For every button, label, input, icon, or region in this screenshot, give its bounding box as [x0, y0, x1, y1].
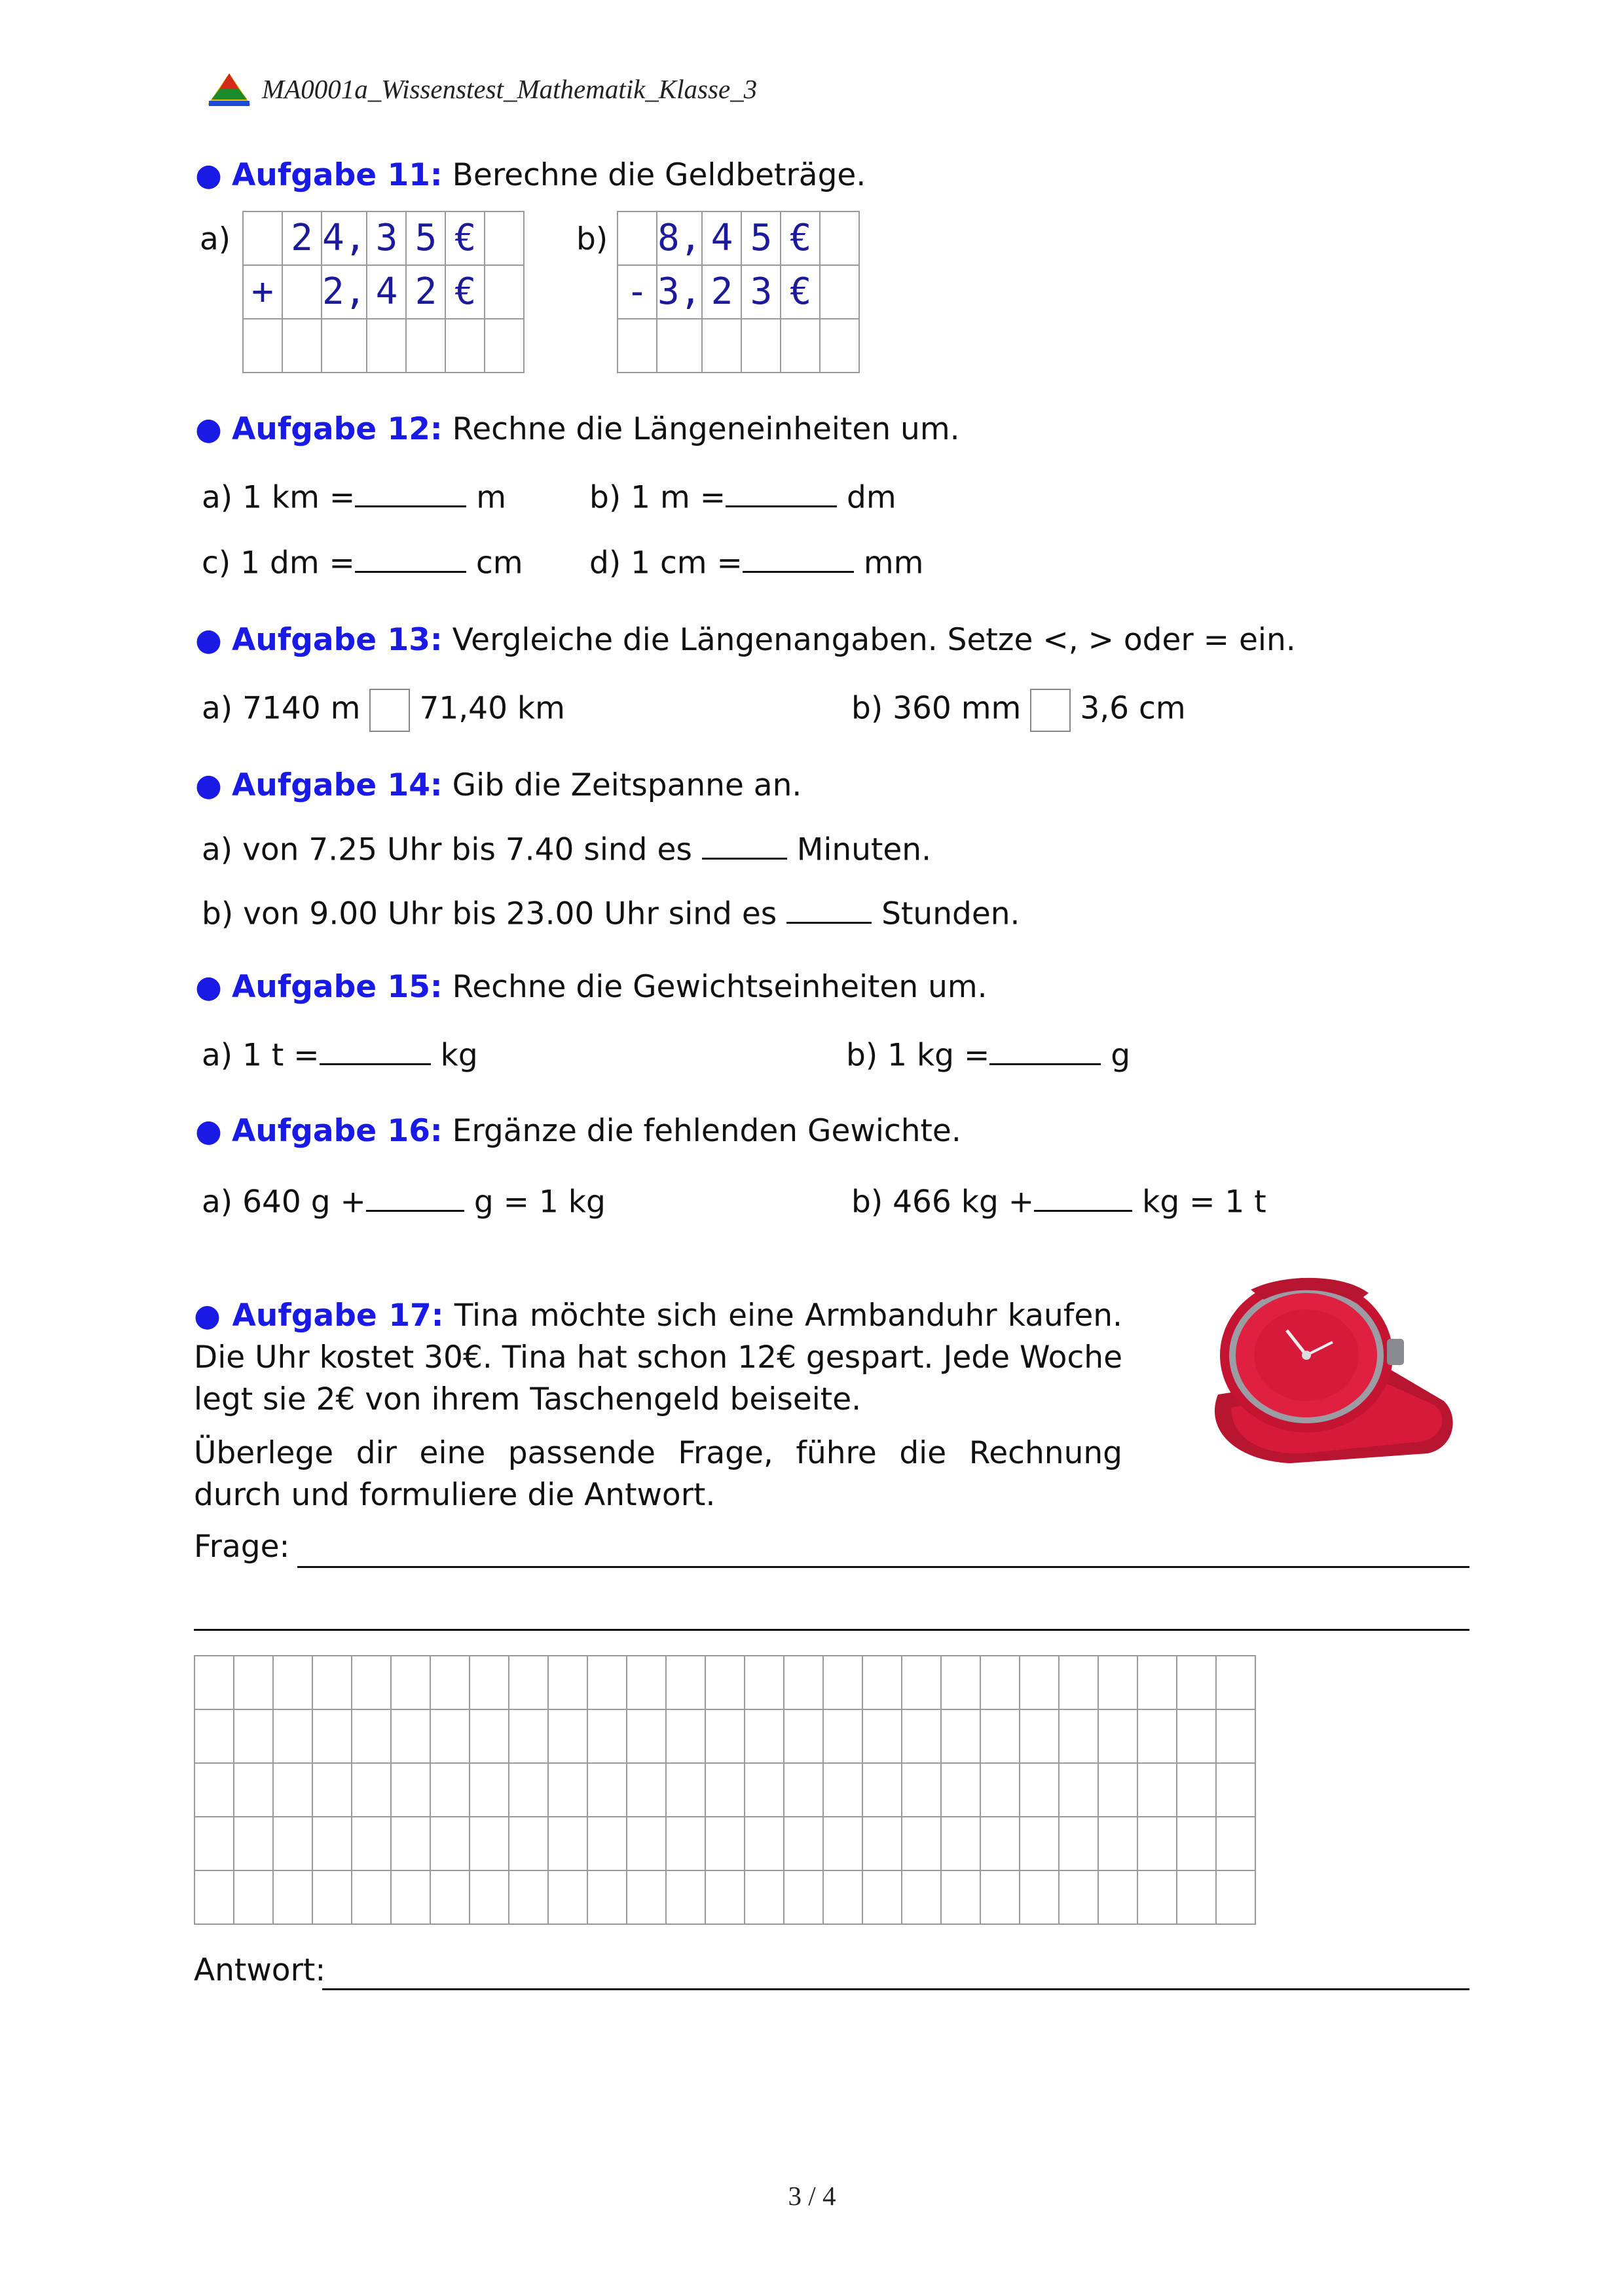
- calc-grid-cell[interactable]: [1020, 1656, 1059, 1709]
- calc-grid-cell[interactable]: [1020, 1709, 1059, 1763]
- grid-cell[interactable]: [485, 265, 524, 319]
- task-number: Aufgabe 17:: [232, 1298, 444, 1334]
- calc-grid-cell[interactable]: [1098, 1817, 1137, 1870]
- task-16-heading: [195, 1113, 961, 1149]
- grid-cell: 4,: [322, 211, 367, 265]
- grid-cell[interactable]: [445, 319, 485, 373]
- calc-grid-cell[interactable]: [862, 1763, 902, 1817]
- task-11-heading: [195, 157, 866, 193]
- calc-grid-cell[interactable]: [352, 1763, 391, 1817]
- calc-grid-cell[interactable]: [430, 1709, 470, 1763]
- calc-grid-cell[interactable]: [666, 1817, 705, 1870]
- grid-cell[interactable]: [702, 319, 741, 373]
- grid-cell[interactable]: [406, 319, 445, 373]
- publisher-logo-icon: [206, 72, 252, 109]
- calc-grid-cell[interactable]: [1059, 1870, 1098, 1924]
- calc-grid-cell[interactable]: [1020, 1763, 1059, 1817]
- grid-cell: €: [445, 265, 485, 319]
- calculation-grid[interactable]: [194, 1655, 1256, 1925]
- calc-grid-cell[interactable]: [705, 1817, 745, 1870]
- bullet-icon: ●: [195, 767, 223, 803]
- calc-grid-cell[interactable]: [587, 1817, 627, 1870]
- calc-grid-cell[interactable]: [1216, 1817, 1255, 1870]
- calc-grid-cell[interactable]: [470, 1656, 509, 1709]
- calc-grid-cell[interactable]: [745, 1817, 784, 1870]
- calc-grid-cell[interactable]: [273, 1709, 312, 1763]
- calc-grid-cell[interactable]: [1137, 1763, 1177, 1817]
- calc-grid-cell[interactable]: [470, 1763, 509, 1817]
- calc-grid-cell[interactable]: [745, 1709, 784, 1763]
- calc-grid-cell[interactable]: [1137, 1817, 1177, 1870]
- calc-grid-cell[interactable]: [1098, 1709, 1137, 1763]
- calc-grid-cell[interactable]: [1098, 1763, 1137, 1817]
- grid-cell: 8,: [657, 211, 702, 265]
- calc-grid-cell[interactable]: [352, 1870, 391, 1924]
- task-15-b: b) 1 kg = g: [846, 1036, 1130, 1073]
- calc-grid-cell[interactable]: [548, 1763, 587, 1817]
- task-11-b-label: b): [576, 221, 608, 257]
- calc-grid-cell[interactable]: [312, 1656, 352, 1709]
- calc-grid-cell[interactable]: [194, 1709, 234, 1763]
- calc-grid-cell[interactable]: [234, 1870, 273, 1924]
- calc-grid-cell[interactable]: [548, 1870, 587, 1924]
- calc-grid-row: [194, 1870, 1255, 1924]
- calc-grid-cell[interactable]: [823, 1870, 862, 1924]
- compare-box[interactable]: [369, 689, 410, 732]
- calc-grid-cell[interactable]: [941, 1870, 980, 1924]
- calc-grid-cell[interactable]: [1137, 1656, 1177, 1709]
- calc-grid-cell[interactable]: [273, 1870, 312, 1924]
- grid-row: [243, 265, 524, 319]
- calc-grid-cell[interactable]: [548, 1817, 587, 1870]
- task-text: Ergänze die fehlenden Gewichte.: [452, 1113, 961, 1149]
- task-12-d: d) 1 cm = mm: [589, 543, 923, 581]
- task-number: Aufgabe 14:: [231, 767, 443, 803]
- task-13-b: b) 360 mm 3,6 cm: [851, 689, 1186, 732]
- calc-grid-cell[interactable]: [470, 1870, 509, 1924]
- task-16-b: b) 466 kg + kg = 1 t: [851, 1182, 1266, 1220]
- calc-grid-cell[interactable]: [1059, 1709, 1098, 1763]
- calc-grid-cell[interactable]: [941, 1763, 980, 1817]
- money-grid-b: [617, 211, 860, 373]
- grid-cell[interactable]: [282, 265, 322, 319]
- calc-grid-cell[interactable]: [509, 1870, 548, 1924]
- task-15-heading: [195, 969, 987, 1005]
- calc-grid-cell[interactable]: [902, 1870, 941, 1924]
- task-number: Aufgabe 15:: [231, 969, 443, 1005]
- task-12-b: b) 1 m = dm: [589, 478, 896, 515]
- calc-grid-cell[interactable]: [784, 1709, 823, 1763]
- grid-row: [618, 211, 859, 265]
- grid-cell: 3,: [657, 265, 702, 319]
- calc-grid-cell[interactable]: [430, 1656, 470, 1709]
- wristwatch-image: [1192, 1277, 1467, 1467]
- calc-grid-cell[interactable]: [862, 1870, 902, 1924]
- calc-grid-cell[interactable]: [391, 1656, 430, 1709]
- calc-grid-cell[interactable]: [1098, 1656, 1137, 1709]
- task-14-heading: [195, 767, 802, 803]
- grid-cell[interactable]: [282, 319, 322, 373]
- calc-grid-cell[interactable]: [784, 1656, 823, 1709]
- calc-grid-cell[interactable]: [1020, 1870, 1059, 1924]
- calc-grid-cell[interactable]: [666, 1870, 705, 1924]
- task-17-instruction: Überlege dir eine passende Frage, führe die Rechnung durch und formuliere die Antwort.: [194, 1435, 1122, 1513]
- calc-grid-row: [194, 1763, 1255, 1817]
- task-number: Aufgabe 16:: [231, 1113, 443, 1149]
- calc-grid-cell[interactable]: [1177, 1817, 1216, 1870]
- task-17-text: ● Aufgabe 17: Tina möchte sich eine Armbanduhr kaufen. Die Uhr kostet 30€. Tina hat schon 12€ gespart. Jede Woche legt sie 2€ von ihrem Taschengeld beiseite.: [194, 1298, 1122, 1417]
- grid-cell[interactable]: [618, 319, 657, 373]
- calc-grid-cell[interactable]: [627, 1870, 666, 1924]
- calc-grid-cell[interactable]: [509, 1709, 548, 1763]
- calc-grid-cell[interactable]: [941, 1709, 980, 1763]
- grid-cell: 2,: [322, 265, 367, 319]
- grid-cell: 3: [367, 211, 406, 265]
- task-number: Aufgabe 12:: [231, 411, 443, 447]
- grid-cell[interactable]: [243, 319, 282, 373]
- calc-grid-cell[interactable]: [627, 1656, 666, 1709]
- grid-cell[interactable]: [657, 319, 702, 373]
- calc-grid-cell[interactable]: [234, 1763, 273, 1817]
- grid-cell[interactable]: [243, 211, 282, 265]
- calc-grid-cell[interactable]: [1216, 1870, 1255, 1924]
- task-16-a: a) 640 g + g = 1 kg: [202, 1182, 606, 1220]
- calc-grid-cell[interactable]: [352, 1709, 391, 1763]
- calc-grid-cell[interactable]: [194, 1870, 234, 1924]
- grid-cell: 4: [367, 265, 406, 319]
- calc-grid-cell[interactable]: [980, 1709, 1020, 1763]
- answer-blank[interactable]: [786, 894, 872, 924]
- calc-grid-cell[interactable]: [902, 1656, 941, 1709]
- calc-grid-cell[interactable]: [509, 1656, 548, 1709]
- grid-cell: 4: [702, 211, 741, 265]
- task-11-a-label: a): [200, 221, 231, 257]
- calc-grid-cell[interactable]: [509, 1817, 548, 1870]
- task-text: Vergleiche die Längenangaben. Setze <, > oder = ein.: [452, 622, 1296, 658]
- calc-grid-row: [194, 1709, 1255, 1763]
- calc-grid-cell[interactable]: [1177, 1870, 1216, 1924]
- calc-grid-cell[interactable]: [862, 1656, 902, 1709]
- calc-grid-cell[interactable]: [194, 1817, 234, 1870]
- bullet-icon: ●: [194, 1298, 222, 1334]
- calc-grid-cell[interactable]: [1137, 1870, 1177, 1924]
- calc-grid-cell[interactable]: [430, 1817, 470, 1870]
- grid-cell[interactable]: [741, 319, 781, 373]
- task-12-a: a) 1 km = m: [202, 478, 506, 515]
- answer-blank[interactable]: [355, 478, 466, 507]
- calc-grid-cell[interactable]: [234, 1709, 273, 1763]
- calc-grid-cell[interactable]: [548, 1709, 587, 1763]
- money-grid-a: [242, 211, 525, 373]
- grid-row: [618, 265, 859, 319]
- calc-grid-cell[interactable]: [1137, 1709, 1177, 1763]
- answer-blank[interactable]: [355, 543, 466, 573]
- calc-grid-cell[interactable]: [823, 1763, 862, 1817]
- calc-grid-cell[interactable]: [705, 1709, 745, 1763]
- calc-grid-cell[interactable]: [705, 1656, 745, 1709]
- calc-grid-cell[interactable]: [823, 1709, 862, 1763]
- calc-grid-cell[interactable]: [273, 1656, 312, 1709]
- grid-cell: €: [781, 265, 820, 319]
- calc-grid-cell[interactable]: [902, 1817, 941, 1870]
- calc-grid-cell[interactable]: [548, 1656, 587, 1709]
- answer-blank[interactable]: [320, 1036, 431, 1065]
- calc-grid-cell[interactable]: [823, 1656, 862, 1709]
- task-13-a: a) 7140 m 71,40 km: [202, 689, 565, 732]
- calc-grid-cell[interactable]: [194, 1656, 234, 1709]
- task-text: Gib die Zeitspanne an.: [452, 767, 802, 803]
- answer-blank[interactable]: [366, 1182, 464, 1212]
- grid-cell: 3: [741, 265, 781, 319]
- grid-row: [618, 319, 859, 373]
- task-text: Rechne die Längeneinheiten um.: [452, 411, 960, 447]
- calc-grid-cell[interactable]: [312, 1817, 352, 1870]
- calc-grid-cell[interactable]: [1216, 1656, 1255, 1709]
- calc-grid-cell[interactable]: [745, 1763, 784, 1817]
- answer-line[interactable]: [322, 1988, 1469, 1990]
- grid-cell: -: [618, 265, 657, 319]
- calc-grid-cell[interactable]: [705, 1763, 745, 1817]
- grid-cell[interactable]: [820, 211, 859, 265]
- bullet-icon: ●: [195, 411, 223, 447]
- grid-cell: €: [781, 211, 820, 265]
- task-number: Aufgabe 13:: [231, 622, 443, 658]
- answer-blank[interactable]: [989, 1036, 1101, 1065]
- calc-grid-cell[interactable]: [194, 1763, 234, 1817]
- calc-grid-cell[interactable]: [312, 1870, 352, 1924]
- grid-cell[interactable]: [322, 319, 367, 373]
- calc-grid-cell[interactable]: [980, 1817, 1020, 1870]
- calc-grid-cell[interactable]: [352, 1817, 391, 1870]
- grid-cell[interactable]: [485, 319, 524, 373]
- task-15-a: a) 1 t = kg: [202, 1036, 478, 1073]
- grid-cell[interactable]: [781, 319, 820, 373]
- calc-grid-cell[interactable]: [1177, 1709, 1216, 1763]
- calc-grid-cell[interactable]: [391, 1870, 430, 1924]
- calc-grid-cell[interactable]: [470, 1817, 509, 1870]
- task-12-c: c) 1 dm = cm: [202, 543, 523, 581]
- calc-grid-cell[interactable]: [430, 1763, 470, 1817]
- calc-grid-cell[interactable]: [862, 1709, 902, 1763]
- calc-grid-cell[interactable]: [234, 1656, 273, 1709]
- calc-grid-cell[interactable]: [1059, 1763, 1098, 1817]
- calc-grid-cell[interactable]: [470, 1709, 509, 1763]
- calc-grid-cell[interactable]: [587, 1709, 627, 1763]
- grid-cell: €: [445, 211, 485, 265]
- calc-grid-cell[interactable]: [902, 1709, 941, 1763]
- task-13-heading: [195, 622, 1296, 658]
- task-14-b: b) von 9.00 Uhr bis 23.00 Uhr sind es Stunden.: [202, 894, 1020, 932]
- bullet-icon: ●: [195, 622, 223, 658]
- calc-grid-cell[interactable]: [391, 1709, 430, 1763]
- grid-cell[interactable]: [820, 319, 859, 373]
- bullet-icon: ●: [195, 969, 223, 1005]
- grid-cell: 5: [406, 211, 445, 265]
- bullet-icon: ●: [195, 157, 223, 193]
- calc-grid-cell[interactable]: [627, 1709, 666, 1763]
- calc-grid-cell[interactable]: [823, 1817, 862, 1870]
- calc-grid-cell[interactable]: [1059, 1817, 1098, 1870]
- calc-grid-cell[interactable]: [1216, 1709, 1255, 1763]
- grid-cell: 2: [406, 265, 445, 319]
- calc-grid-cell[interactable]: [391, 1817, 430, 1870]
- calc-grid-cell[interactable]: [705, 1870, 745, 1924]
- task-number: Aufgabe 11:: [231, 157, 443, 193]
- calc-grid-cell[interactable]: [627, 1817, 666, 1870]
- calc-grid-cell[interactable]: [784, 1870, 823, 1924]
- calc-grid-cell[interactable]: [273, 1763, 312, 1817]
- grid-cell[interactable]: [367, 319, 406, 373]
- grid-cell: 2: [702, 265, 741, 319]
- question-second-line[interactable]: [194, 1629, 1469, 1631]
- compare-box[interactable]: [1030, 689, 1071, 732]
- answer-blank[interactable]: [702, 830, 787, 860]
- calc-grid-cell[interactable]: [1020, 1817, 1059, 1870]
- calc-grid-cell[interactable]: [666, 1709, 705, 1763]
- calc-grid-cell[interactable]: [627, 1763, 666, 1817]
- calc-grid-cell[interactable]: [745, 1870, 784, 1924]
- answer-blank[interactable]: [726, 478, 837, 507]
- calc-grid-cell[interactable]: [666, 1763, 705, 1817]
- calc-grid-cell[interactable]: [234, 1817, 273, 1870]
- grid-cell[interactable]: [485, 211, 524, 265]
- calc-grid-cell[interactable]: [902, 1763, 941, 1817]
- calc-grid-row: [194, 1817, 1255, 1870]
- calc-grid-cell[interactable]: [784, 1763, 823, 1817]
- grid-cell: +: [243, 265, 282, 319]
- grid-row: [243, 319, 524, 373]
- calc-grid-cell[interactable]: [587, 1763, 627, 1817]
- calc-grid-row: [194, 1656, 1255, 1709]
- calc-grid-cell[interactable]: [1059, 1656, 1098, 1709]
- document-header: MA0001a_Wissenstest_Mathematik_Klasse_3: [262, 74, 758, 104]
- answer-blank[interactable]: [1034, 1182, 1132, 1212]
- grid-row: [243, 211, 524, 265]
- answer-blank[interactable]: [743, 543, 854, 573]
- calc-grid-cell[interactable]: [980, 1656, 1020, 1709]
- calc-grid-cell[interactable]: [980, 1763, 1020, 1817]
- calc-grid-cell[interactable]: [1177, 1656, 1216, 1709]
- calc-grid-cell[interactable]: [587, 1870, 627, 1924]
- grid-cell[interactable]: [618, 211, 657, 265]
- grid-cell: 5: [741, 211, 781, 265]
- answer-label: Antwort:: [194, 1952, 326, 1988]
- calc-grid-cell[interactable]: [666, 1656, 705, 1709]
- calc-grid-cell[interactable]: [509, 1763, 548, 1817]
- calc-grid-cell[interactable]: [1098, 1870, 1137, 1924]
- calc-grid-cell[interactable]: [391, 1763, 430, 1817]
- calc-grid-cell[interactable]: [430, 1870, 470, 1924]
- calc-grid-cell[interactable]: [587, 1656, 627, 1709]
- calc-grid-cell[interactable]: [1177, 1763, 1216, 1817]
- task-14-a: a) von 7.25 Uhr bis 7.40 sind es Minuten.: [202, 830, 931, 867]
- calc-grid-cell[interactable]: [745, 1656, 784, 1709]
- calc-grid-cell[interactable]: [1216, 1763, 1255, 1817]
- calc-grid-cell[interactable]: [941, 1817, 980, 1870]
- task-text: Berechne die Geldbeträge.: [452, 157, 866, 193]
- calc-grid-cell[interactable]: [941, 1656, 980, 1709]
- calc-grid-cell[interactable]: [312, 1763, 352, 1817]
- bullet-icon: ●: [195, 1113, 223, 1149]
- question-answer-line[interactable]: [297, 1566, 1469, 1568]
- task-12-heading: [195, 411, 960, 447]
- page-number: 3 / 4: [788, 2181, 836, 2211]
- calc-grid-cell[interactable]: [352, 1656, 391, 1709]
- question-label: Frage:: [194, 1529, 290, 1565]
- grid-cell: 2: [282, 211, 322, 265]
- calc-grid-cell[interactable]: [312, 1709, 352, 1763]
- calc-grid-cell[interactable]: [273, 1817, 312, 1870]
- grid-cell[interactable]: [820, 265, 859, 319]
- calc-grid-cell[interactable]: [862, 1817, 902, 1870]
- task-text: Rechne die Gewichtseinheiten um.: [452, 969, 987, 1005]
- calc-grid-cell[interactable]: [980, 1870, 1020, 1924]
- calc-grid-cell[interactable]: [784, 1817, 823, 1870]
